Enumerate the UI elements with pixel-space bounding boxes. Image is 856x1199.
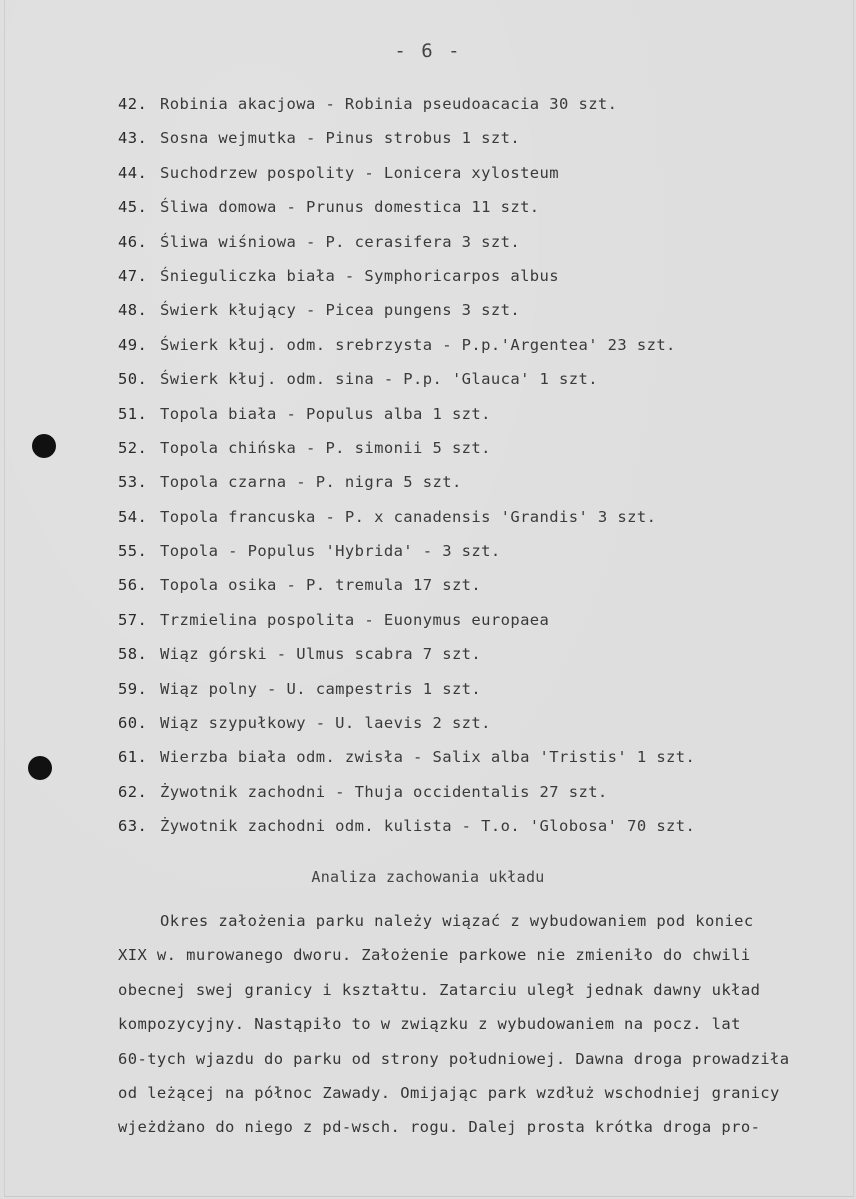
list-item	[118, 744, 838, 778]
item-text: Topola - Populus 'Hybrida' - 3 szt.	[160, 542, 501, 561]
item-text: Świerk kłuj. odm. sina - P.p. 'Glauca' 1 szt.	[160, 370, 598, 389]
item-text: Topola biała - Populus alba 1 szt.	[160, 404, 491, 423]
list-item	[118, 504, 838, 538]
item-number: 52.	[118, 438, 148, 457]
item-text: Suchodrzew pospolity - Lonicera xylosteum	[160, 163, 560, 182]
list-item	[118, 607, 838, 641]
list-item	[118, 401, 838, 435]
list-item	[118, 366, 838, 400]
list-item	[118, 332, 838, 366]
item-number: 62.	[118, 782, 148, 801]
item-number: 49.	[118, 335, 148, 354]
paragraph-line: wjeżdżano do niego z pd-wsch. rogu. Dalej prosta krótka droga pro-	[118, 1118, 761, 1137]
item-text: Sosna wejmutka - Pinus strobus 1 szt.	[160, 129, 521, 148]
list-item	[118, 125, 838, 159]
list-item	[118, 229, 838, 263]
list-item	[118, 572, 838, 606]
list-item	[118, 435, 838, 469]
list-item	[118, 676, 838, 710]
item-text: Żywotnik zachodni - Thuja occidentalis 27 szt.	[160, 782, 608, 801]
item-text: Wiąz szypułkowy - U. laevis 2 szt.	[160, 714, 491, 733]
item-number: 53.	[118, 473, 148, 492]
item-number: 63.	[118, 817, 148, 836]
item-number: 55.	[118, 542, 148, 561]
item-number: 60.	[118, 714, 148, 733]
paragraph-line: obecnej swej granicy i kształtu. Zatarciu uległ jednak dawny układ	[118, 980, 761, 999]
item-text: Śnieguliczka biała - Symphoricarpos albus	[160, 266, 560, 285]
item-text: Trzmielina pospolita - Euonymus europaea	[160, 610, 550, 629]
item-text: Świerk kłuj. odm. srebrzysta - P.p.'Argentea' 23 szt.	[160, 335, 676, 354]
item-text: Topola chińska - P. simonii 5 szt.	[160, 438, 491, 457]
list-item	[118, 641, 838, 675]
item-number: 46.	[118, 232, 148, 251]
paragraph-line: XIX w. murowanego dworu. Założenie parkowe nie zmieniło do chwili	[118, 946, 751, 965]
page-number: - 6 -	[394, 40, 462, 62]
item-number: 45.	[118, 198, 148, 217]
item-text: Robinia akacjowa - Robinia pseudoacacia 30 szt.	[160, 95, 618, 113]
list-item	[118, 194, 838, 228]
item-text: Świerk kłujący - Picea pungens 3 szt.	[160, 301, 521, 320]
item-number: 59.	[118, 679, 148, 698]
item-text: Wiąz polny - U. campestris 1 szt.	[160, 679, 482, 698]
list-item	[118, 297, 838, 331]
paragraph-line: kompozycyjny. Nastąpiło to w związku z wybudowaniem na pocz. lat	[118, 1015, 741, 1034]
list-item	[118, 91, 838, 125]
item-number: 43.	[118, 129, 148, 148]
item-number: 54.	[118, 507, 148, 526]
item-text: Topola francuska - P. x canadensis 'Grandis' 3 szt.	[160, 507, 657, 526]
list-item	[118, 813, 838, 847]
paragraph-line: od leżącej na północ Zawady. Omijając park wzdłuż wschodniej granicy	[118, 1083, 780, 1102]
list-item	[118, 538, 838, 572]
item-number: 58.	[118, 645, 148, 664]
item-text: Topola czarna - P. nigra 5 szt.	[160, 473, 462, 492]
item-number: 50.	[118, 370, 148, 389]
list-item	[118, 710, 838, 744]
list-item	[118, 160, 838, 194]
paragraph-line: Okres założenia parku należy wiązać z wybudowaniem pod koniec	[160, 912, 754, 930]
paragraph-line: 60-tych wjazdu do parku od strony południowej. Dawna droga prowadziła	[118, 1049, 790, 1068]
section-heading: Analiza zachowania układu	[311, 868, 545, 886]
species-list	[118, 91, 838, 848]
item-text: Śliwa wiśniowa - P. cerasifera 3 szt.	[160, 232, 521, 251]
item-number: 47.	[118, 266, 148, 285]
list-item	[118, 263, 838, 297]
item-number: 44.	[118, 163, 148, 182]
list-item	[118, 469, 838, 503]
item-text: Śliwa domowa - Prunus domestica 11 szt.	[160, 198, 540, 217]
item-number: 56.	[118, 576, 148, 595]
item-text: Wiąz górski - Ulmus scabra 7 szt.	[160, 645, 482, 664]
analysis-paragraph	[118, 908, 848, 1149]
punch-hole	[32, 434, 56, 458]
item-text: Topola osika - P. tremula 17 szt.	[160, 576, 482, 595]
item-number: 51.	[118, 404, 148, 423]
item-number: 57.	[118, 610, 148, 629]
item-text: Żywotnik zachodni odm. kulista - T.o. 'Globosa' 70 szt.	[160, 817, 696, 836]
item-number: 61.	[118, 748, 148, 767]
item-text: Wierzba biała odm. zwisła - Salix alba 'Tristis' 1 szt.	[160, 748, 696, 767]
punch-hole	[28, 756, 52, 780]
item-number: 42.	[118, 95, 148, 113]
list-item	[118, 779, 838, 813]
item-number: 48.	[118, 301, 148, 320]
